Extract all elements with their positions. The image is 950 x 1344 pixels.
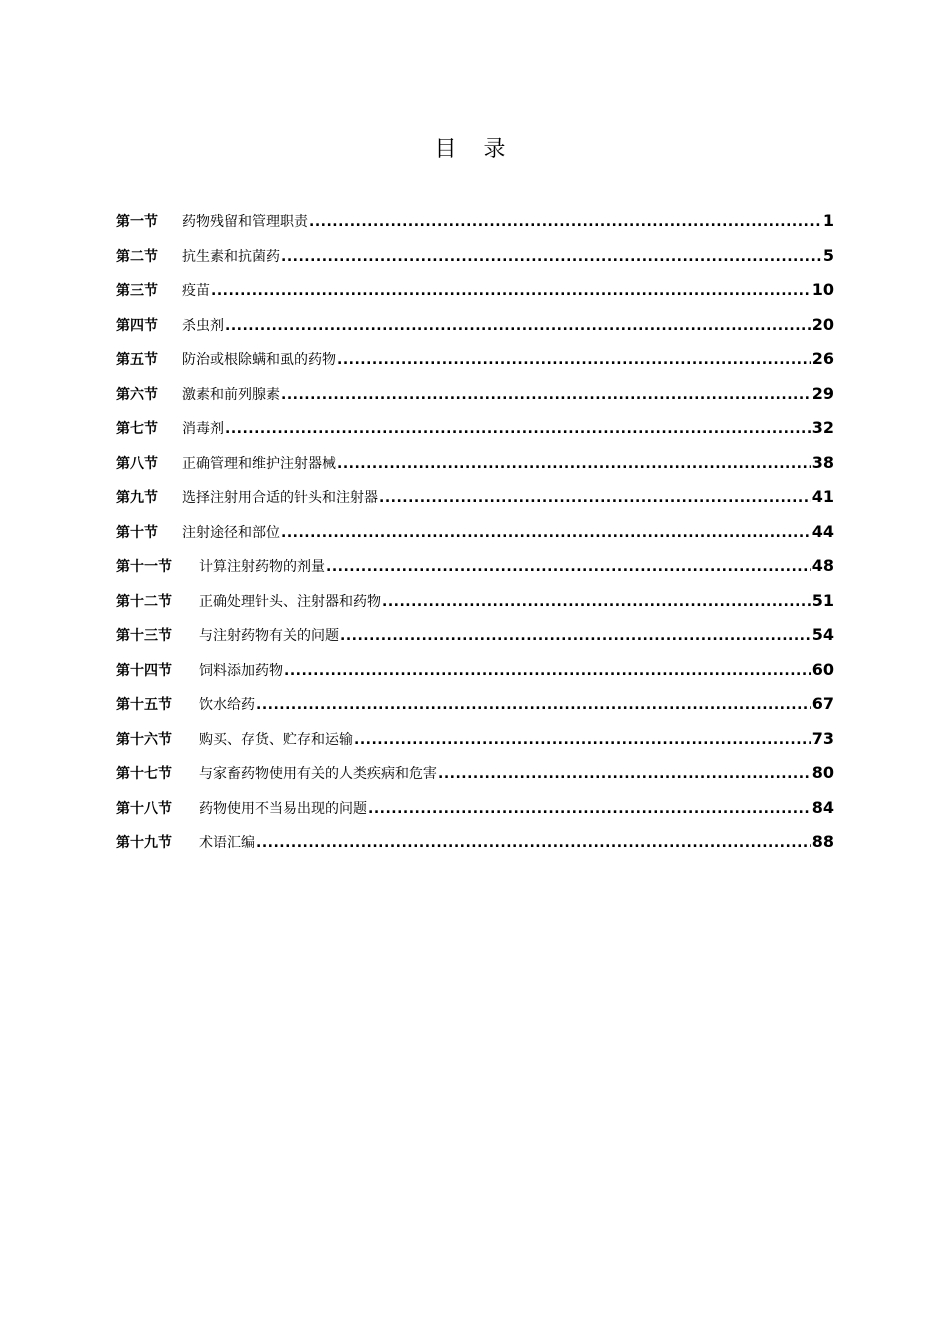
toc-section-number: 第十六节 xyxy=(116,731,172,748)
toc-section-title: 抗生素和抗菌药 xyxy=(182,248,280,265)
toc-section-title: 正确管理和维护注射器械 xyxy=(182,455,336,472)
toc-section-number: 第四节 xyxy=(116,317,158,334)
toc-page-number: 73 xyxy=(811,728,834,748)
toc-entry[interactable] xyxy=(116,411,834,446)
toc-section-title: 药物使用不当易出现的问题 xyxy=(199,800,367,817)
toc-dot-leader xyxy=(354,723,811,758)
toc-page-number: 41 xyxy=(811,487,834,506)
toc-entry[interactable] xyxy=(116,549,834,584)
toc-dot-leader xyxy=(438,757,811,792)
toc-page-number: 1 xyxy=(822,211,834,230)
toc-dot-leader xyxy=(281,240,822,275)
toc-section-title: 计算注射药物的剂量 xyxy=(199,559,325,575)
toc-entry[interactable] xyxy=(116,791,834,826)
toc-section-number: 第五节 xyxy=(116,352,158,368)
toc-entry[interactable] xyxy=(116,239,834,274)
toc-section-title: 与家畜药物使用有关的人类疾病和危害 xyxy=(199,766,437,782)
toc-entry[interactable] xyxy=(116,342,834,377)
toc-page-number: 5 xyxy=(822,245,834,265)
toc-dot-leader xyxy=(340,619,811,654)
toc-page-number: 80 xyxy=(811,763,834,782)
toc-title: 目 录 xyxy=(434,137,516,162)
toc-section-number: 第一节 xyxy=(116,214,158,230)
toc-entry[interactable] xyxy=(116,618,834,653)
toc-section-title: 疫苗 xyxy=(182,283,210,299)
toc-entry[interactable] xyxy=(116,308,834,343)
toc-page-number: 44 xyxy=(811,521,834,541)
toc-entry[interactable] xyxy=(116,687,834,722)
toc-page-number: 60 xyxy=(811,659,834,679)
toc-section-title: 防治或根除螨和虱的药物 xyxy=(182,352,336,368)
toc-section-title: 饮水给药 xyxy=(199,697,255,713)
toc-page-number: 20 xyxy=(811,314,834,334)
toc-dot-leader xyxy=(368,792,811,827)
toc-entry[interactable] xyxy=(116,825,834,860)
toc-section-number: 第十四节 xyxy=(116,662,172,679)
toc-section-number: 第十一节 xyxy=(116,559,172,575)
toc-page-number: 84 xyxy=(811,797,834,817)
toc-section-number: 第六节 xyxy=(116,386,158,403)
toc-section-title: 正确处理针头、注射器和药物 xyxy=(199,593,381,610)
toc-section-title: 与注射药物有关的问题 xyxy=(199,628,339,644)
toc-section-title: 注射途径和部位 xyxy=(182,524,280,541)
toc-page-number: 48 xyxy=(811,556,834,575)
toc-section-number: 第二节 xyxy=(116,248,158,265)
toc-dot-leader xyxy=(211,274,811,309)
toc-section-title: 激素和前列腺素 xyxy=(182,386,280,403)
toc-entry[interactable] xyxy=(116,653,834,688)
toc-dot-leader xyxy=(225,309,811,344)
toc-section-number: 第九节 xyxy=(116,490,158,506)
toc-dot-leader xyxy=(281,516,811,551)
toc-section-number: 第七节 xyxy=(116,421,158,437)
toc-dot-leader xyxy=(309,205,822,240)
toc-section-title: 术语汇编 xyxy=(199,835,255,851)
toc-section-number: 第十三节 xyxy=(116,628,172,644)
toc-dot-leader xyxy=(382,585,811,620)
toc-section-number: 第八节 xyxy=(116,455,158,472)
toc-page-number: 54 xyxy=(811,625,834,644)
toc-page-number: 29 xyxy=(811,383,834,403)
toc-entry[interactable] xyxy=(116,273,834,308)
toc-entry[interactable] xyxy=(116,756,834,791)
toc-section-title: 药物残留和管理职责 xyxy=(182,214,308,230)
toc-section-number: 第十八节 xyxy=(116,800,172,817)
toc-section-number: 第十九节 xyxy=(116,835,172,851)
toc-page-number: 88 xyxy=(811,832,834,851)
toc-dot-leader xyxy=(337,447,811,482)
toc-section-title: 购买、存货、贮存和运输 xyxy=(199,731,353,748)
toc-entry[interactable] xyxy=(116,480,834,515)
toc-entry[interactable] xyxy=(116,204,834,239)
toc-dot-leader xyxy=(326,550,811,585)
toc-dot-leader xyxy=(284,654,811,689)
toc-entry[interactable] xyxy=(116,584,834,619)
toc-page-number: 38 xyxy=(811,452,834,472)
toc-section-number: 第三节 xyxy=(116,283,158,299)
table-of-contents xyxy=(116,204,834,860)
toc-page-number: 67 xyxy=(811,694,834,713)
toc-page-number: 51 xyxy=(811,590,834,610)
toc-section-title: 杀虫剂 xyxy=(182,317,224,334)
toc-entry[interactable] xyxy=(116,722,834,757)
toc-section-number: 第十七节 xyxy=(116,766,172,782)
toc-entry[interactable] xyxy=(116,515,834,550)
toc-dot-leader xyxy=(281,378,811,413)
toc-section-title: 消毒剂 xyxy=(182,421,224,437)
toc-section-title: 饲料添加药物 xyxy=(199,662,283,679)
toc-dot-leader xyxy=(256,688,811,723)
toc-dot-leader xyxy=(337,343,811,378)
toc-section-number: 第十五节 xyxy=(116,697,172,713)
toc-entry[interactable] xyxy=(116,446,834,481)
toc-section-number: 第十二节 xyxy=(116,593,172,610)
toc-section-title: 选择注射用合适的针头和注射器 xyxy=(182,490,378,506)
toc-page-number: 32 xyxy=(811,418,834,437)
toc-dot-leader xyxy=(225,412,811,447)
toc-entry[interactable] xyxy=(116,377,834,412)
toc-dot-leader xyxy=(379,481,811,516)
toc-dot-leader xyxy=(256,826,811,861)
toc-page-number: 26 xyxy=(811,349,834,368)
toc-page-number: 10 xyxy=(811,280,834,299)
toc-section-number: 第十节 xyxy=(116,524,158,541)
